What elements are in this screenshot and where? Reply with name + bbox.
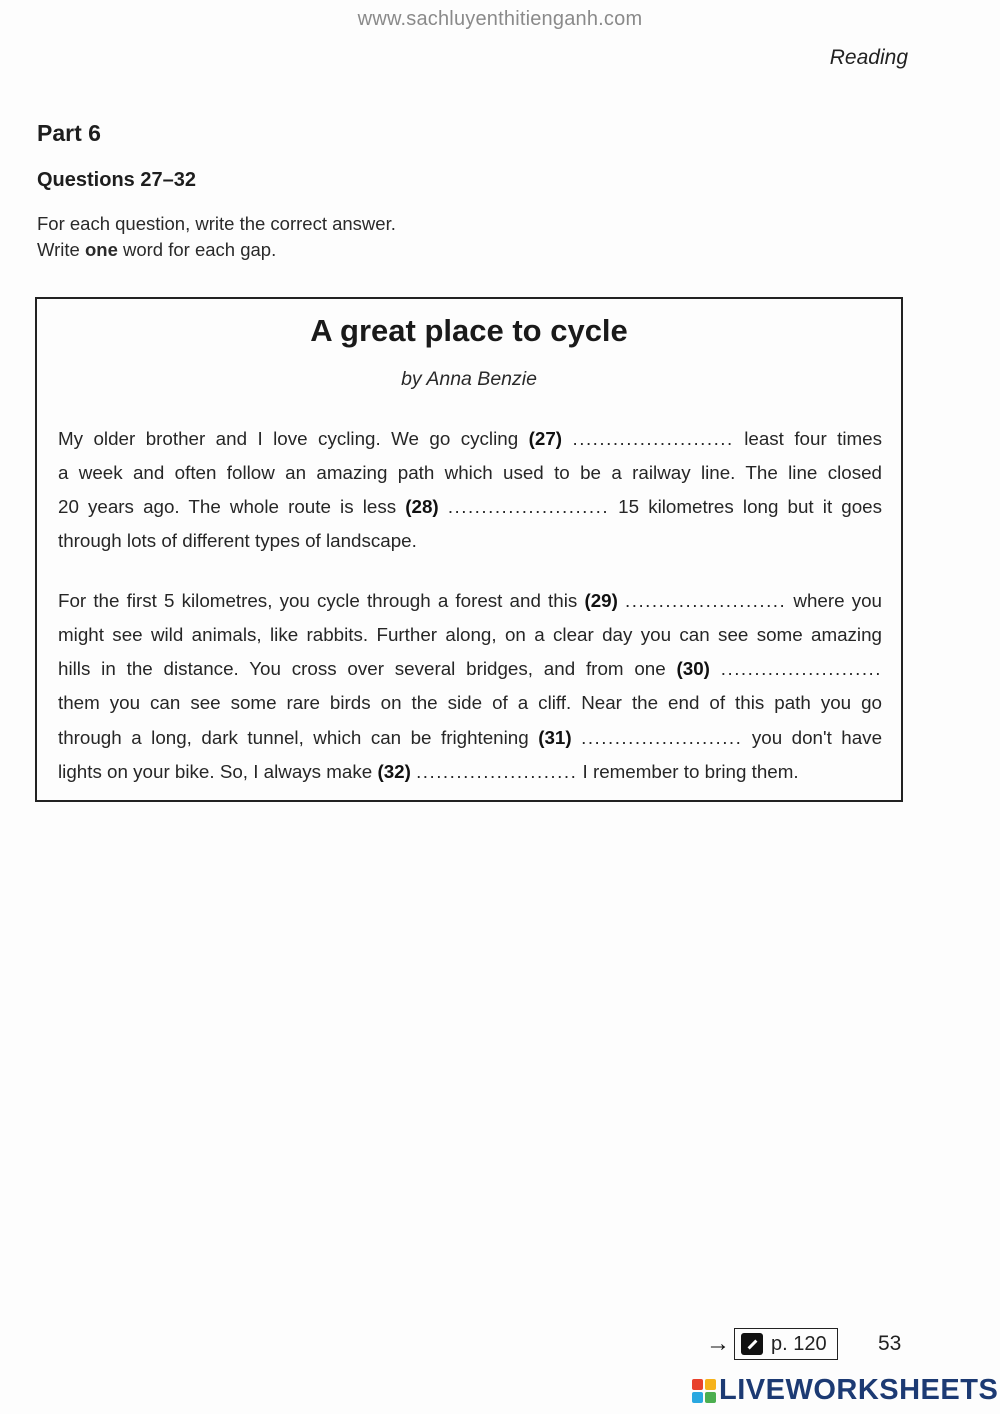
- liveworksheets-logo[interactable]: [692, 1374, 998, 1407]
- part-title: Part 6: [37, 120, 101, 146]
- article-byline: by Anna Benzie: [401, 368, 537, 390]
- text-line: them you can see some rare birds on the side of a cliff. Near the end of this path you go: [58, 692, 882, 713]
- page-reference-text: p. 120: [771, 1332, 827, 1355]
- logo-square: [705, 1379, 716, 1390]
- logo-square: [692, 1392, 703, 1403]
- text-line: a week and often follow an amazing path which used to be a railway line. The line closed: [58, 462, 882, 483]
- answer-gap-27[interactable]: ........................: [572, 428, 734, 449]
- text-line: through a long, dark tunnel, which can be frightening (31) ........................ you don't have: [58, 727, 883, 748]
- instruction-line-2: Write one word for each gap.: [37, 239, 277, 260]
- answer-gap-29[interactable]: ........................: [625, 590, 787, 611]
- logo-square: [705, 1392, 716, 1403]
- answer-gap-28[interactable]: ........................: [447, 496, 610, 517]
- questions-title: Questions 27–32: [37, 169, 196, 191]
- instruction-line-1: For each question, write the correct answer.: [37, 213, 396, 234]
- text-line: For the first 5 kilometres, you cycle through a forest and this (29) ........................ where you: [58, 590, 883, 611]
- text-line: My older brother and I love cycling. We go cycling (27) ........................ least four times: [58, 428, 883, 449]
- watermark: www.sachluyenthitienganh.com: [357, 8, 643, 30]
- logo-text: LIVEWORKSHEETS: [719, 1374, 999, 1406]
- answer-gap-31[interactable]: ........................: [581, 727, 743, 748]
- article-title: A great place to cycle: [310, 313, 628, 348]
- text-line: 20 years ago. The whole route is less (28) ........................ 15 kilometres long but it goes: [58, 496, 883, 517]
- page-number: 53: [878, 1332, 902, 1355]
- text-line: lights on your bike. So, I always make (32) ........................ I remember to bring them.: [58, 761, 799, 782]
- text-line: hills in the distance. You cross over several bridges, and from one (30) ........................: [58, 658, 882, 679]
- answer-gap-30[interactable]: ........................: [720, 658, 882, 679]
- pencil-icon: [741, 1333, 763, 1355]
- logo-square: [692, 1379, 703, 1390]
- text-line: through lots of different types of landscape.: [58, 530, 417, 551]
- logo-grid-icon: [692, 1379, 716, 1403]
- answer-gap-32[interactable]: ........................: [416, 761, 578, 782]
- text-line: might see wild animals, like rabbits. Further along, on a clear day you can see some amazing: [58, 624, 882, 645]
- page-reference[interactable]: [734, 1328, 838, 1360]
- arrow-right-icon: →: [706, 1330, 730, 1357]
- section-label: Reading: [829, 46, 908, 69]
